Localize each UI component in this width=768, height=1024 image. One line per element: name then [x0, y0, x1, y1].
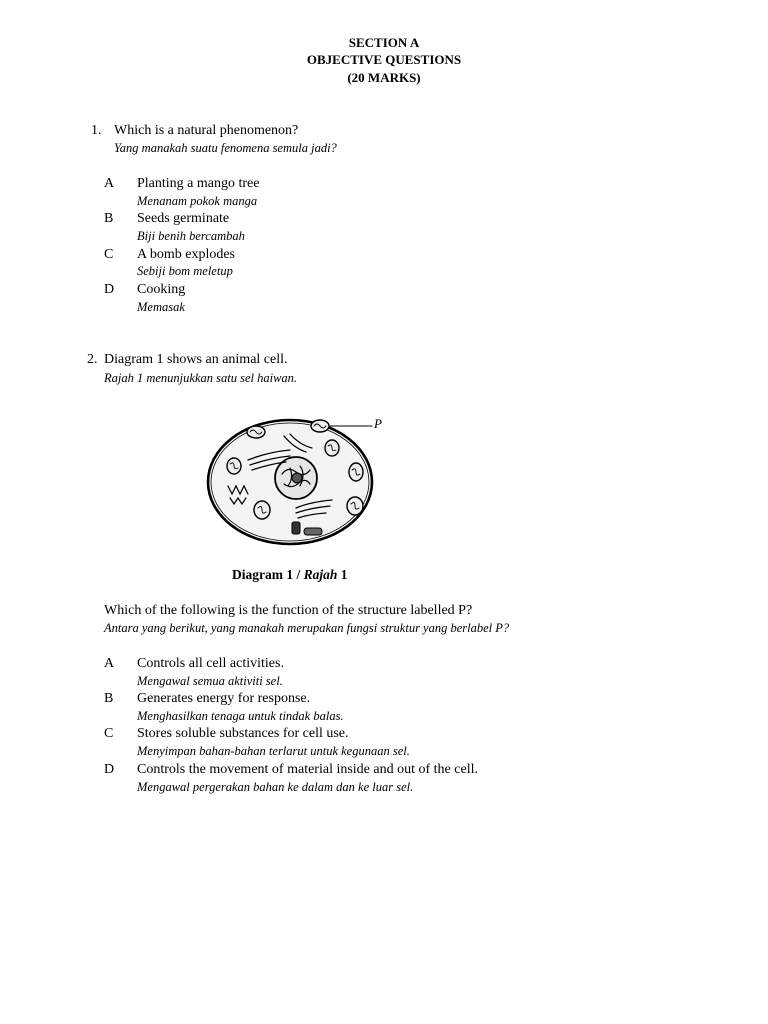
q1-option-a-en: Planting a mango tree	[137, 176, 260, 191]
q2-option-c-ms: Menyimpan bahan-bahan terlarut untuk kegunaan sel.	[137, 744, 410, 758]
q1-option-c-letter: C	[104, 247, 114, 262]
q2-option-c-en: Stores soluble substances for cell use.	[137, 726, 349, 741]
q1-option-d-letter: D	[104, 282, 115, 297]
q2-intro-en: Diagram 1 shows an animal cell.	[104, 352, 288, 367]
q2-question-en: Which of the following is the function of the structure labelled P?	[104, 603, 473, 618]
diagram-label-p: P	[374, 416, 382, 431]
q1-question-ms: Yang manakah suatu fenomena semula jadi?	[114, 141, 337, 155]
animal-cell-diagram	[200, 412, 400, 550]
q2-option-c-letter: C	[104, 726, 114, 741]
q1-option-c-ms: Sebiji bom meletup	[137, 264, 233, 278]
diagram-caption: Diagram 1 / Rajah 1	[232, 567, 348, 582]
q2-option-d-letter: D	[104, 762, 115, 777]
q2-option-a-en: Controls all cell activities.	[137, 656, 284, 671]
q2-option-d-en: Controls the movement of material inside and out of the cell.	[137, 762, 478, 777]
q2-option-d-ms: Mengawal pergerakan bahan ke dalam dan ke luar sel.	[137, 780, 414, 794]
section-subtitle: OBJECTIVE QUESTIONS	[306, 52, 462, 67]
q2-option-b-en: Generates energy for response.	[137, 691, 311, 706]
section-marks: (20 MARKS)	[347, 70, 421, 85]
q2-option-a-ms: Mengawal semua aktiviti sel.	[137, 674, 283, 688]
q2-option-a-letter: A	[104, 656, 115, 671]
q1-option-b-en: Seeds germinate	[137, 211, 230, 226]
q2-intro-ms: Rajah 1 menunjukkan satu sel haiwan.	[104, 371, 298, 385]
q2-option-b-letter: B	[104, 691, 114, 706]
q1-option-a-ms: Menanam pokok manga	[137, 194, 258, 208]
q1-number: 1.	[91, 123, 102, 138]
section-title: SECTION A	[348, 35, 420, 50]
q2-option-b-ms: Menghasilkan tenaga untuk tindak balas.	[137, 709, 344, 723]
q1-option-b-letter: B	[104, 211, 114, 226]
q1-option-b-ms: Biji benih bercambah	[137, 229, 245, 243]
q2-question-ms: Antara yang berikut, yang manakah merupakan fungsi struktur yang berlabel P?	[104, 621, 510, 635]
q1-option-c-en: A bomb explodes	[137, 247, 235, 262]
q1-option-d-en: Cooking	[137, 282, 186, 297]
q2-number: 2.	[87, 352, 98, 367]
q1-option-d-ms: Memasak	[137, 300, 185, 314]
q1-option-a-letter: A	[104, 176, 115, 191]
q1-question-en: Which is a natural phenomenon?	[114, 123, 299, 138]
